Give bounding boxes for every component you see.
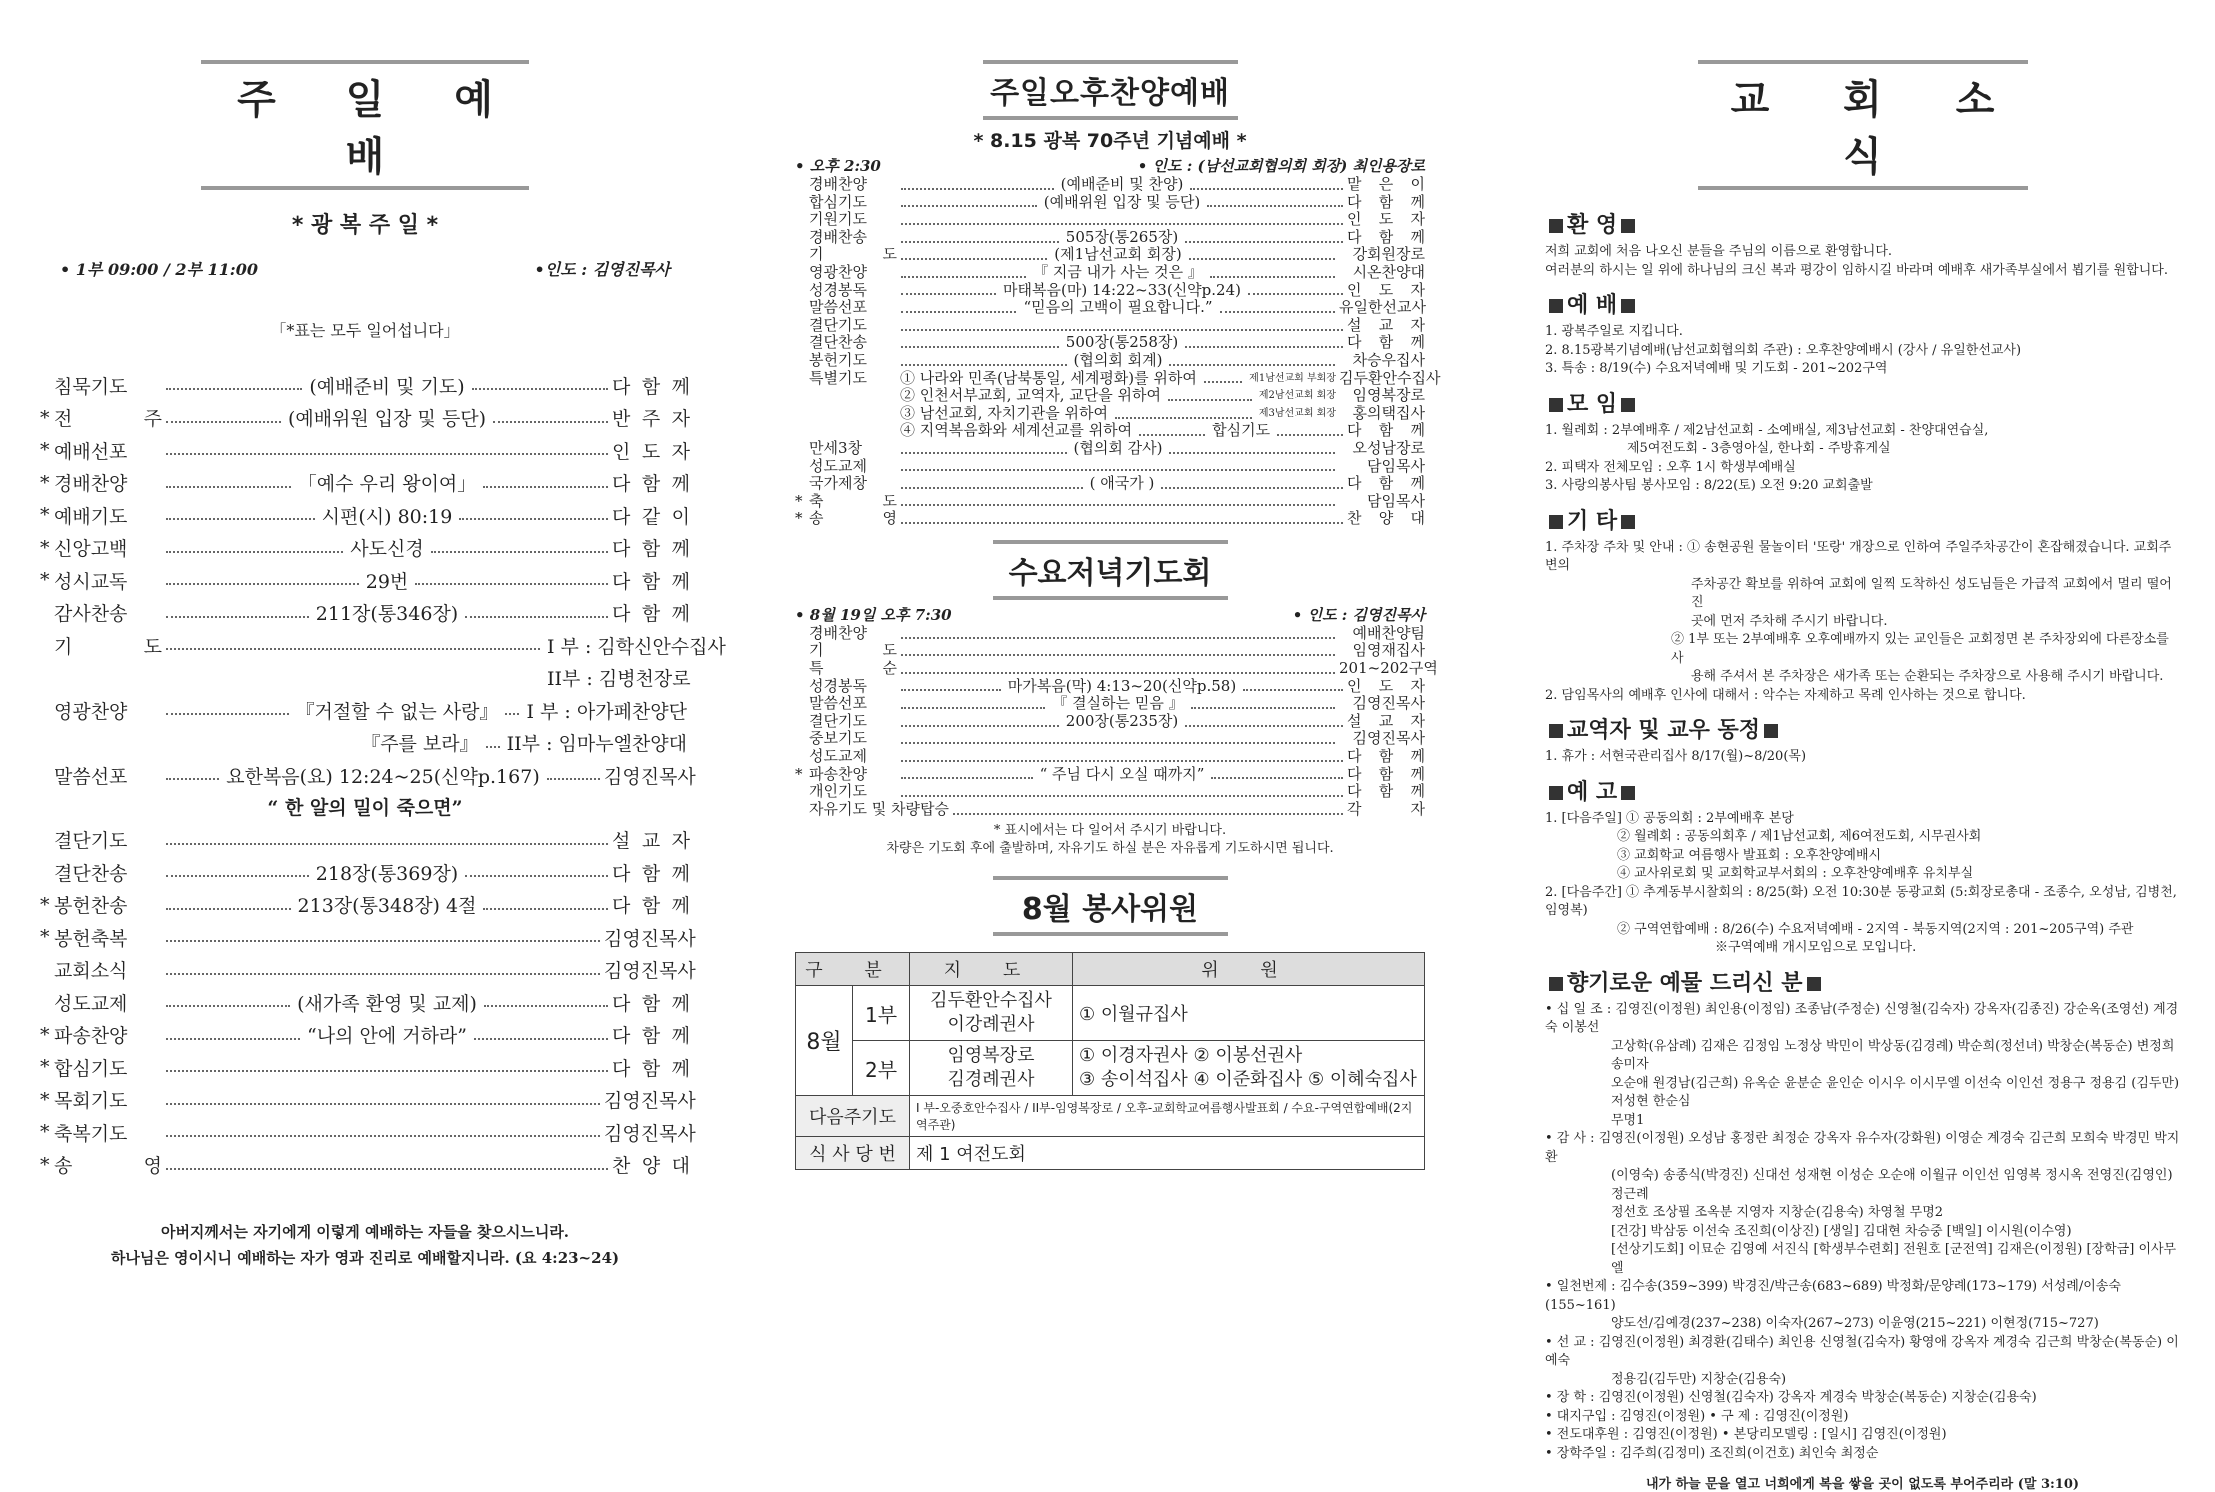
square-bullet-icon [1549,299,1563,313]
order-row: 성경봉독 마태복음(마) 14:22~33(신약p.24) 인 도 자 [809,280,1426,299]
special-prayer-list [795,368,1441,440]
list-item: ② 1부 또는 2부예배후 오후예배까지 있는 교인들은 교회정면 본 주차장외에 다른장소를 사 [1671,632,2169,666]
list-item: ※구역예배 개시모임으로 모입니다. [1715,940,1917,955]
list-item: 3. 사랑의봉사팀 봉사모임 : 8/22(토) 오전 9:20 교회출발 [1545,478,1873,493]
wednesday-meta: • 8월 19일 오후 7:30 • 인도 : 김영진목사 [795,605,1425,624]
order-row: 기원기도 인 도 자 [809,210,1425,229]
afternoon-worship-title: 주일오후찬양예배 [983,60,1238,120]
list-item: 2. 피택자 전체모임 : 오후 1시 학생부예배실 [1545,459,1796,475]
list-item: • 선 교 : 김영진(이정원) 최경환(김태수) 최인용 신영철(김숙자) 황영애 강옥자 계경숙 김근희 박창순(복동순) 이예숙 [1545,1334,2179,1368]
table-row: 8월 1부 김두환안수집사 이강례권사 ① 이월규집사 [796,986,1425,1041]
worship-list [1545,323,2180,379]
order-row: 성도교제 (새가족 환영 및 교제) 다 함 께 [54,992,690,1015]
special-prayer-row: ④ 지역복음화와 세계선교를 위하여 합심기도 다 함 께 [900,421,1426,440]
list-item: • 전도대후원 : 김영진(이정원) • 본당리모델링 : [일시] 김영진(이정원) [1545,1427,1947,1442]
list-item: 오순애 원경남(김근희) 유옥순 윤분순 윤인순 이시우 이시무엘 이선숙 이인선 정용구 정용김 (김두만) 저성현 한순심 [1611,1075,2180,1109]
square-bullet-icon [1549,977,1563,991]
wednesday-order-list [795,623,1438,819]
order-row: 만세3창 (협의회 감사) 오성남장로 [809,438,1425,457]
list-item: (이영숙) 송종식(박경진) 신대선 성재현 이성순 오순애 이월규 이인선 임영복 정시옥 전영진(김영인) 정근례 [1611,1168,2173,1202]
order-row: * 경배찬양 「예수 우리 왕이여」 다 함 께 [40,471,690,496]
footer-verse: 아버지께서는 자기에게 이렇게 예배하는 자들을 찾으시느니라. 하나님은 영이시니 예배하는 자가 영과 진리로 예배할지니라. (요 4:23~24) [110,1223,620,1267]
list-item: 1. 주차장 주차 및 안내 : ① 송현공원 물놀이터 '또랑' 개장으로 인하여 주일주차공간이 혼잡해졌습니다. 교회주변의 [1545,539,2172,573]
section-etc: 기 타 [1545,504,2180,535]
square-bullet-icon [1764,724,1778,738]
order-row: 말씀선포 “믿음의 고백이 필요합니다.” 유일한선교사 [809,298,1426,317]
wednesday-prayer-title: 수요저녁기도회 [993,540,1228,600]
order-row-praise: 영광찬양 『거절할 수 없는 사랑』 I 부 : 아가페찬양단 [54,700,687,723]
list-item: ② 월례회 : 공동의회후 / 제1남선교회, 제6여전도회, 시무권사회 [1617,829,1982,844]
order-row: 결단기도 설 교 자 [809,315,1425,334]
list-item: [건강] 박삼동 이선숙 조진희(이상진) [생일] 김대현 차승중 [백일] 이시원(이수영) [1611,1223,2072,1239]
order-row: 자유기도 및 차량탑승 각 자 [809,799,1425,818]
list-item: [선상기도회] 이묘순 김영예 서진식 [학생부수련회] 전원호 [군전역] 김재은(이정원) [장학금] 이사무엘 [1611,1242,2177,1276]
list-item: 2. [다음주간] ① 추계동부시찰회의 : 8/25(화) 오전 10:30분 동광교회 (5:회장로총대 - 조종수, 오성남, 김병천, 임영복) [1545,884,2177,918]
order-row: 결단찬송 500장(통258장) 다 함 께 [809,333,1425,352]
special-prayer-row: 특별기도 ① 나라와 민족(남북통일, 세계평화)를 위하여 제1남선교회 부회장 김두환안수집사 [809,368,1441,387]
order-row: * 전 주 (예배위원 입장 및 등단) 반 주 자 [40,406,691,431]
meeting-list [1545,422,2180,496]
notice-list [1545,810,2180,958]
order-row: 개인기도 다 함 께 [809,782,1425,801]
square-bullet-icon [1807,977,1821,991]
footer-verse: 내가 하늘 문을 열고 너희에게 복을 쌓을 곳이 없도록 부어주리라 (말 3:10) [1645,1477,2080,1492]
list-item: • 장 학 : 김영진(이정원) 신영철(김숙자) 강옥자 계경숙 박창순(복동순) 지창순(김용숙) [1545,1390,2037,1405]
table-row: 2부 임영복장로 김경례권사 ① 이경자권사 ② 이봉선권사 ③ 송이석집사 ④ 이준화집사 ⑤ 이혜숙집사 [796,1041,1425,1096]
order-row: * 봉헌찬송 213장(통348장) 4절 다 함 께 [40,893,690,918]
table-row: 다음주기도 I 부-오중호안수집사 / II부-임영복장로 / 오후-교회학교여름행사발표회 / 수요-구역연합예배(2지역주관) [796,1096,1425,1137]
list-item: ④ 교사위로회 및 교회학교부서회의 : 오후찬양예배후 유치부실 [1617,866,1974,881]
order-list-2 [40,824,696,1182]
order-row: 영광찬양 『 지금 내가 사는 것은 』 시온찬양대 [809,262,1426,281]
service-volunteers-table [795,952,1425,1170]
afternoon-order-list-2 [795,440,1425,528]
order-row: * 축복기도 김영진목사 [40,1121,696,1145]
list-item: 정용김(김두만) 지창순(김용숙) [1611,1371,1787,1387]
table-header-row: 구 분 지 도 위 원 [796,953,1425,986]
order-row: 특 순 201~202구역 [809,659,1438,678]
order-row: 경배찬양 예배찬양팀 [809,623,1425,642]
afternoon-worship-column [795,60,1441,1170]
square-bullet-icon [1621,398,1635,412]
order-row: 성도교제 담임목사 [809,456,1425,475]
order-row: * 파송찬양 “나의 안에 거하라” 다 함 께 [40,1023,691,1048]
order-row: * 목회기도 김영진목사 [40,1088,696,1113]
list-item: 2. 담임목사의 예배후 인사에 대해서 : 악수는 자제하고 목례 인사하는 것으로 합니다. [1545,687,2026,703]
etc-list [1545,539,2180,706]
wednesday-note-1: * 표시에서는 다 일어서 주시기 바랍니다. [993,823,1227,839]
service-leader: •인도 : 김영진목사 [534,260,670,279]
square-bullet-icon [1621,219,1635,233]
order-row: 말씀선포 『 결실하는 믿음 』 김영진목사 [809,694,1425,713]
sunday-worship-column [40,60,726,1271]
square-bullet-icon [1621,515,1635,529]
wednesday-note-2: 차량은 기도회 후에 출발하며, 자유기도 하실 분은 자유롭게 기도하시면 됩니다. [886,841,1334,857]
order-row: 기 도 (제1남선교회 회장) 강회원장로 [809,245,1426,264]
list-item: • 대지구입 : 김영진(이정원) • 구 제 : 김영진(이정원) [1545,1408,1849,1424]
sunday-worship-meta [40,257,690,280]
order-row: * 축 도 담임목사 [795,491,1425,510]
square-bullet-icon [1621,299,1635,313]
order-row-prayer-2: II부 : 김병천장로 [547,668,691,691]
sunday-worship-title: 주 일 예 배 [201,60,529,190]
order-row: * 합심기도 다 함 께 [40,1056,690,1080]
order-row-prayer: 기 도 I 부 : 김학신안수집사 [54,635,726,658]
list-item: 곳에 먼저 주차해 주시기 바랍니다. [1691,613,1888,629]
order-row: * 신앙고백 사도신경 다 함 께 [40,536,691,561]
order-row: * 봉헌축복 김영진목사 [40,926,696,950]
list-item: 주차공간 확보를 위하여 교회에 일찍 도착하신 성도님들은 가급적 교회에서 멀리 떨어진 [1691,576,2172,610]
order-row: 교회소식 김영진목사 [54,960,696,983]
square-bullet-icon [1621,786,1635,800]
order-row: 감사찬송 211장(통346장) 다 함 께 [54,603,691,626]
order-row: * 예배기도 시편(시) 80:19 다 같 이 [40,504,690,528]
order-row: 경배찬양 (예배준비 및 찬양) 맡 은 이 [809,175,1426,193]
order-row: 결단기도 200장(통235장) 설 교 자 [809,711,1425,730]
list-item: • 장학주일 : 김주희(김정미) 조진희(이건호) 최인숙 최정순 [1545,1445,1879,1461]
service-volunteers-title: 8월 봉사위원 [993,876,1228,936]
order-row-praise-2: 『주를 보라』 II부 : 임마누엘찬양대 [361,733,687,756]
afternoon-order-list [795,176,1425,370]
square-bullet-icon [1549,724,1563,738]
list-item: ③ 교회학교 여름행사 발표회 : 오후찬양예배시 [1617,847,1882,863]
sermon-title: “ 한 알의 밀이 죽으면” [267,796,463,819]
list-item: 1. [다음주일] ① 공동의회 : 2부예배후 본당 [1545,810,1794,826]
order-row: 결단찬송 218장(통369장) 다 함 께 [54,862,691,885]
section-staff: 교역자 및 교우 동정 [1545,713,2180,744]
list-item: 1. 광복주일로 지킵니다. [1545,324,1683,339]
square-bullet-icon [1549,219,1563,233]
list-item: 양도선/김예경(237~238) 이숙자(267~273) 이윤영(215~221) 이현정(715~727) [1611,1316,2099,1331]
list-item: 3. 특송 : 8/19(수) 수요저녁예배 및 기도회 - 201~202구역 [1545,361,1888,376]
section-worship: 예 배 [1545,288,2180,319]
order-row: 결단기도 설 교 자 [54,830,690,853]
sunday-worship-subtitle: * 광 복 주 일 * [291,213,439,238]
order-row: 기 도 임영재집사 [809,641,1425,660]
list-item: 2. 8.15광복기념예배(남선교회협의회 주관) : 오후찬양예배시 (강사 / 유일한선교사) [1545,342,2022,358]
order-list [40,369,690,629]
afternoon-worship-meta: • 오후 2:30 • 인도 : (남선교회협의회 회장) 최인용장로 [795,157,1425,175]
order-row: 침묵기도 (예배준비 및 기도) 다 함 께 [54,375,691,398]
order-row: 성도교제 다 함 께 [809,747,1425,766]
section-meeting: 모 임 [1545,387,2180,418]
afternoon-worship-subtitle: * 8.15 광복 70주년 기념예배 * [973,130,1247,152]
order-row: * 예배선포 인 도 자 [40,439,690,463]
square-bullet-icon [1549,398,1563,412]
order-row: * 송 영 찬 양 대 [40,1153,690,1178]
list-item: 무명1 [1611,1112,1645,1128]
special-prayer-row: ③ 남선교회, 자치기관을 위하여 제3남선교회 회장 홍의택집사 [900,403,1425,422]
offering-list [1545,1001,2180,1464]
church-news-column: 교 회 소 식 환 영 저희 교회에 처음 나오신 분들을 주님의 이름으로 환영합니다. 여러분의 하시는 일 위에 하나님의 크신 복과 평강이 임하시길 바라며 예배후 새가족부실에서 뵙기를 원합니다. 예 배 1. 광복주일로 지킵니다. 2. 8.15광복기념예배(남선교회협의회 주관) : 오후찬양예배시 (강사 / 유일한선교사) 3. 특송 : 8/19(수) 수요저녁예배 및 기도회 - 201~202구역 모 임 1. 월례회 : 2부예배후 / 제2남선교회 - 소예배실, 제3남선교회 - 찬양대연습실, 제5여전도회 - 3층영아실, 한나회 - 주방휴게실 2. 피택자 전체모임 : 오후 1시 학생부예배실 3. 사랑의봉사팀 봉사모임 : 8/22(토) 오전 9:20 교회출발 기 타 1. 주차장 주차 및 안내 : ① 송현공원 물놀이터 '또랑' 개장으로 인하여 주일주차공간이 혼잡해졌습니다. 교회주변의 주차공간 확보를 위하여 교회에 일찍 도착하신 성도님들은 가급적 교회에서 멀리 떨어진 곳에 먼저 주차해 주시기 바랍니다. ② 1부 또는 2부예배후 오후예배까지 있는 교인들은 교회정면 본 주차장외에 다른장소를 사 용해 주셔서 본 주차장은 새가족 또는 순환되는 주차장으로 사용해 주시기 바랍니다. 2. 담임목사의 예배후 인사에 대해서 : 악수는 자제하고 목례 인사하는 것으로 합니다. 교역자 및 교우 동정 1. 휴가 : 서현국관리집사 8/17(월)~8/20(목) 예 고 1. [다음주일] ① 공동의회 : 2부예배후 본당 ② 월례회 : 공동의회후 / 제1남선교회, 제6여전도회, 시무권사회 ③ 교회학교 여름행사 발표회 : 오후찬양예배시 ④ 교사위로회 및 교회학교부서회의 : 오후찬양예배후 유치부실 2. [다음주간] ① 추계동부시찰회의 : 8/25(화) 오전 10:30분 동광교회 (5:회장로총대 - 조종수, 오성남, 김병천, 임영복) ② 구역연합예배 : 8/26(수) 수요저녁예배 - 2지역 - 북동지역(2지역 : 201~205구역) 주관 ※구역예배 개시모임으로 모입니다. 향기로운 예물 드리신 분 • 십 일 조 : 김영진(이정원) 최인용(이정임) 조종남(주정순) 신영철(김숙자) 강옥자(김종진) 강순옥(조영선) 계경숙 이봉선 고상학(유삼례) 김재은 김정임 노정상 박민이 박상동(김경례) 박순희(정선녀) 박창순(복동순) 변정희 송미자 오순애 원경남(김근희) 유옥순 윤분순 윤인순 이시우 이시무엘 이선숙 이인선 정용구 정용김 (김두만) 저성현 한순심 무명1 • 감 사 : 김영진(이정원) 오성남 홍정란 최정순 강옥자 유수자(강화원) 이영순 계경숙 김근희 모희숙 박경민 박지환 (이영숙) 송종식(박경진) 신대선 성재현 이성순 오순애 이월규 이인선 임영복 정시옥 전영진(김영인) 정근례 정선호 조상필 조옥분 지영자 지창순(김용숙) 차영철 무명2 [건강] 박삼동 이선숙 조진희(이상진) [생일] 김대현 차승중 [백일] 이시원(이수영) [선상기도회] 이묘순 김영예 서진식 [학생부수련회] 전원호 [군전역] 김재은(이정원) [장학금] 이사무엘 • 일천번제 : 김수송(359~399) 박경진/박근송(683~689) 박정화/문양례(173~179) 서성례/이송숙(155~161) 양도선/김예경(237~238) 이숙자(267~273) 이윤영(215~221) 이현정(715~727) • 선 교 : 김영진(이정원) 최경환(김태수) 최인용 신영철(김숙자) 황영애 강옥자 계경숙 김근희 박창순(복동순) 이예숙 정용김(김두만) 지창순(김용숙) • 장 학 : 김영진(이정원) 신영철(김숙자) 강옥자 계경숙 박창순(복동순) 지창순(김용숙) • 대지구입 : 김영진(이정원) • 구 제 : 김영진(이정원) • 전도대후원 : 김영진(이정원) • 본당리모델링 : [일시] 김영진(이정원) • 장학주일 : 김주희(김정미) 조진희(이건호) 최인숙 최정순 내가 하늘 문을 열고 너희에게 복을 쌓을 곳이 없도록 부어주리라 (말 3:10) [1545,60,2180,1492]
order-row: * 성시교독 29번 다 함 께 [40,569,690,593]
order-row: 봉헌기도 (협의회 회계) 차승우집사 [809,350,1425,369]
list-item: 용해 주셔서 본 주차장은 새가족 또는 순환되는 주차장으로 사용해 주시기 바랍니다. [1691,669,2164,684]
table-row: 식 사 당 번 제 1 여전도회 [796,1137,1425,1170]
square-bullet-icon [1549,515,1563,529]
standing-note: 「*표는 모두 일어섭니다」 [270,321,460,340]
service-time: • 1부 09:00 / 2부 11:00 [60,260,258,279]
list-item: 1. 월례회 : 2부예배후 / 제2남선교회 - 소예배실, 제3남선교회 - 찬양대연습실, [1545,422,1989,438]
list-item: 고상학(유삼례) 김재은 김정임 노정상 박민이 박상동(김경례) 박순희(정선녀) 박창순(복동순) 변정희 송미자 [1611,1038,2175,1072]
order-row: 합심기도 (예배위원 입장 및 등단) 다 함 께 [809,192,1426,211]
list-item: ② 구역연합예배 : 8/26(수) 수요저녁예배 - 2지역 - 북동지역(2지역 : 201~205구역) 주관 [1617,921,2134,937]
section-welcome: 환 영 [1545,208,2180,239]
order-row: * 송 영 찬 양 대 [795,509,1425,528]
list-item: • 일천번제 : 김수송(359~399) 박경진/박근송(683~689) 박정화/문양례(173~179) 서성례/이송숙(155~161) [1545,1279,2121,1313]
order-row: 중보기도 김영진목사 [809,729,1425,748]
list-item: 제5여전도회 - 3층영아실, 한나회 - 주방휴게실 [1627,441,1891,456]
list-item: • 감 사 : 김영진(이정원) 오성남 홍정란 최정순 강옥자 유수자(강화원) 이영순 계경숙 김근희 모희숙 박경민 박지환 [1545,1131,2180,1165]
section-notice: 예 고 [1545,775,2180,806]
order-row-sermon: 말씀선포 요한복음(요) 12:24~25(신약p.167) 김영진목사 [54,765,696,788]
list-item: • 십 일 조 : 김영진(이정원) 최인용(이정임) 조종남(주정순) 신영철(김숙자) 강옥자(김종진) 강순옥(조영선) 계경숙 이봉선 [1545,1001,2179,1035]
section-offering: 향기로운 예물 드리신 분 [1545,966,2180,997]
list-item: 정선호 조상필 조옥분 지영자 지창순(김용숙) 차영철 무명2 [1611,1205,1944,1220]
church-news-title: 교 회 소 식 [1698,60,2028,190]
order-row: 성경봉독 마가복음(막) 4:13~20(신약p.58) 인 도 자 [809,676,1425,695]
order-row: 국가제창 ( 애국가 ) 다 함 께 [809,474,1425,493]
special-prayer-row: ② 인천서부교회, 교역자, 교단을 위하여 제2남선교회 회장 임영복장로 [900,386,1425,405]
square-bullet-icon [1549,786,1563,800]
order-row: * 파송찬양 “ 주님 다시 오실 때까지” 다 함 께 [795,764,1426,783]
order-row: 경배찬송 505장(통265장) 다 함 께 [809,227,1425,246]
